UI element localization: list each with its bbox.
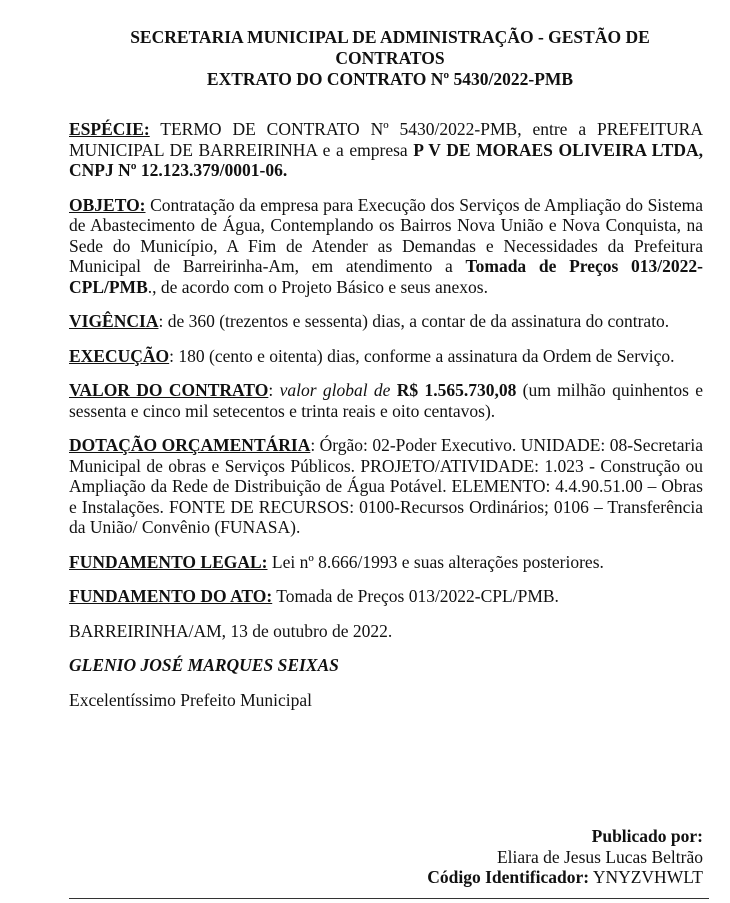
identifier-code: YNYZVHWLT — [589, 867, 703, 887]
execucao-label: EXECUÇÃO — [69, 345, 170, 366]
objeto-paragraph — [69, 195, 703, 298]
bottom-divider — [69, 898, 709, 899]
vigencia-paragraph — [69, 311, 703, 332]
especie-paragraph — [69, 119, 703, 181]
fundamento-legal-text: Lei nº 8.666/1993 e suas alterações posteriores. — [267, 551, 604, 572]
objeto-text: Contratação da empresa para Execução dos Serviços de Ampliação do Sistema de Abastecimento de Água, Contemplando os Bairros Nova União e Nova Conquista, na Sede do Município, A Fim de Atender as Demandas e Necessidades da Prefeitura Municipal de Barreirinha-Am, em atendimento a — [69, 194, 703, 276]
objeto-label: OBJETO: — [69, 194, 146, 215]
dotacao-paragraph — [69, 435, 703, 538]
valor-label: VALOR DO CONTRATO — [69, 380, 269, 400]
fundamento-legal-paragraph — [69, 552, 703, 573]
especie-text: TERMO DE CONTRATO Nº 5430/2022-PMB, entre a PREFEITURA MUNICIPAL DE BARREIRINHA e a empresa — [69, 119, 703, 160]
vigencia-text: : de 360 (trezentos e sessenta) dias, a contar de da assinatura do contrato. — [158, 311, 670, 331]
valor-paragraph — [69, 380, 703, 421]
local-data: BARREIRINHA/AM, 13 de outubro de 2022. — [69, 620, 393, 641]
execucao-text: : 180 (cento e oitenta) dias, conforme a assinatura da Ordem de Serviço. — [169, 345, 675, 366]
signatory-role: Excelentíssimo Prefeito Municipal — [69, 689, 313, 710]
publisher-name: Eliara de Jesus Lucas Beltrão — [496, 846, 703, 867]
fundamento-ato-label: FUNDAMENTO DO ATO: — [69, 586, 273, 606]
published-by-label: Publicado por: — [591, 826, 703, 846]
objeto-text-2: ., de acordo com o Projeto Básico e seus anexos. — [147, 276, 488, 297]
header-line-1: SECRETARIA MUNICIPAL DE ADMINISTRAÇÃO - GESTÃO DE — [130, 27, 650, 47]
document-header — [60, 27, 720, 90]
fundamento-ato-paragraph — [69, 586, 703, 607]
especie-company: P V DE MORAES OLIVEIRA LTDA, CNPJ Nº 12.123.379/0001-06. — [69, 139, 704, 180]
signatory-name: GLENIO JOSÉ MARQUES SEIXAS — [69, 655, 339, 675]
identifier-label: Código Identificador: — [427, 867, 590, 887]
document-body — [69, 119, 703, 724]
publication-block — [283, 826, 703, 888]
objeto-tomada: Tomada de Preços 013/2022-CPL/PMB — [69, 256, 703, 297]
header-line-2: CONTRATOS — [335, 48, 445, 68]
header-line-3: EXTRATO DO CONTRATO Nº 5430/2022-PMB — [206, 69, 574, 89]
fundamento-legal-label: FUNDAMENTO LEGAL: — [69, 551, 268, 572]
fundamento-ato-text: Tomada de Preços 013/2022-CPL/PMB. — [272, 586, 559, 606]
valor-italic: valor global de — [279, 380, 391, 400]
dotacao-label: DOTAÇÃO ORÇAMENTÁRIA — [69, 435, 311, 455]
especie-label: ESPÉCIE: — [69, 119, 150, 139]
vigencia-label: VIGÊNCIA — [69, 311, 159, 331]
dotacao-text: : Órgão: 02-Poder Executivo. UNIDADE: 08-Secretaria Municipal de obras e Serviços Públicos. PROJETO/ATIVIDADE: 1.023 - Construção ou Ampliação da Rede de Distribuição de Água Potável. ELEMENTO: 4.4.90.51.00 – Obras e Instalações. FONTE DE RECURSOS: 0100-Recursos Ordinários; 0106 – Transferência da União/ Convênio (FUNASA). — [69, 435, 703, 537]
identifier-line — [283, 867, 703, 888]
execucao-paragraph — [69, 346, 703, 367]
valor-text: (um milhão quinhentos e sessenta e cinco mil setecentos e trinta reais e oito centavos). — [69, 380, 703, 421]
valor-amount: R$ 1.565.730,08 — [396, 380, 517, 400]
valor-sep: : — [268, 380, 280, 400]
